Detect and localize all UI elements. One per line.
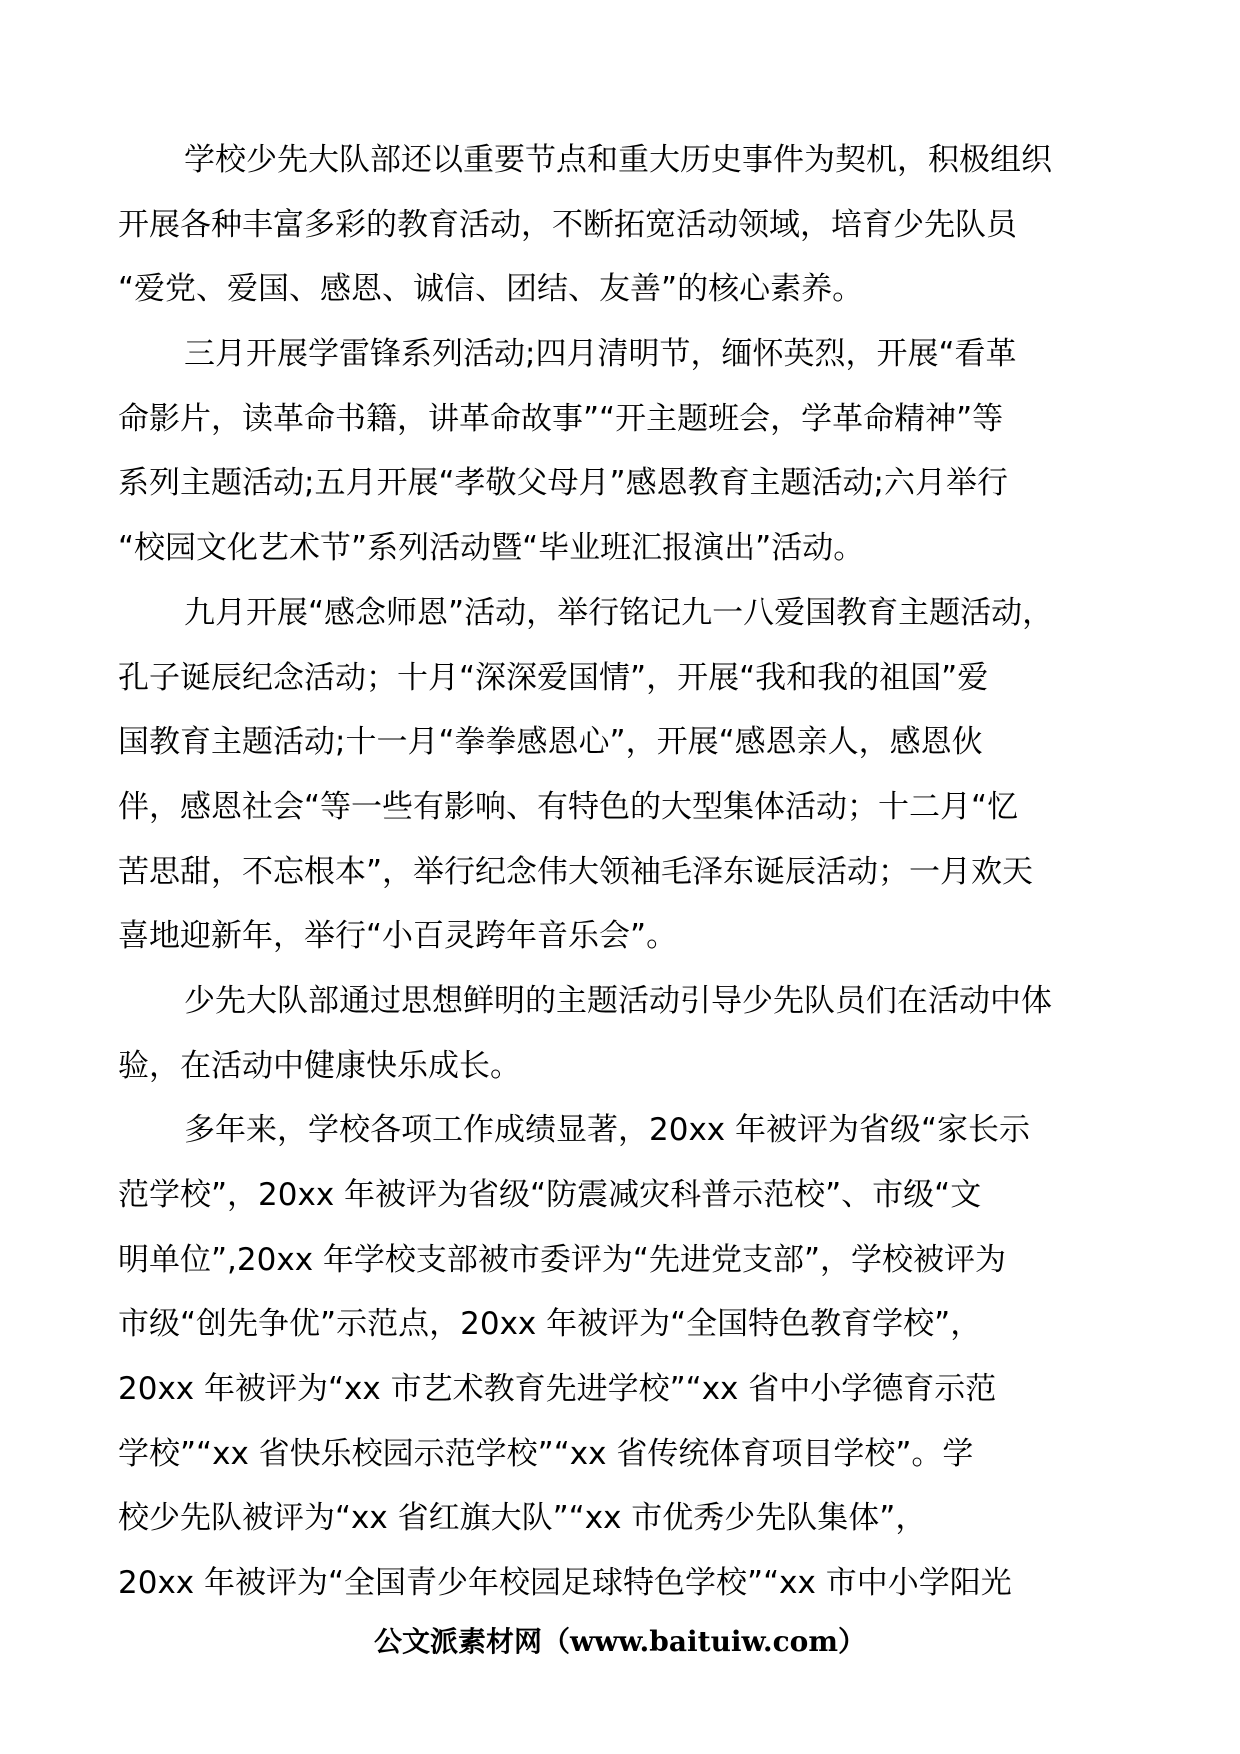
- body-line: 命影片，读革命书籍，讲革命故事”“开主题班会，学革命精神”等: [118, 400, 1004, 437]
- body-line: 少先大队部通过思想鲜明的主题活动引导少先队员们在活动中体: [184, 982, 1052, 1019]
- body-line: 开展各种丰富多彩的教育活动，不断拓宽活动领域，培育少先队员: [118, 206, 1017, 243]
- body-line: 学校”“xx 省快乐校园示范学校”“xx 省传统体育项目学校”。学: [118, 1435, 974, 1472]
- body-line: 苦思甜，不忘根本”，举行纪念伟大领袖毛泽东诞辰活动；一月欢天: [118, 853, 1034, 890]
- body-line: 20xx 年被评为“全国青少年校园足球特色学校”“xx 市中小学阳光: [118, 1565, 1012, 1602]
- body-line: 学校少先大队部还以重要节点和重大历史事件为契机，积极组织: [184, 142, 1052, 178]
- body-line: 国教育主题活动;十一月“拳拳感恩心”，开展“感恩亲人，感恩伙: [118, 724, 983, 761]
- body-line: 系列主题活动;五月开展“孝敬父母月”感恩教育主题活动;六月举行: [118, 465, 1009, 502]
- body-line: 验，在活动中健康快乐成长。: [118, 1047, 521, 1084]
- body-line: 九月开展“感念师恩”活动，举行铭记九一八爱国教育主题活动，: [184, 594, 1054, 631]
- body-line: 伴，感恩社会“等一些有影响、有特色的大型集体活动；十二月“忆: [118, 788, 1019, 825]
- body-line: “校园文化艺术节”系列活动暨“毕业班汇报演出”活动。: [118, 530, 865, 567]
- body-line: 孔子诞辰纪念活动；十月“深深爱国情”，开展“我和我的祖国”爱: [118, 659, 989, 696]
- body-line: “爱党、爱国、感恩、诚信、团结、友善”的核心素养。: [118, 271, 864, 308]
- body-line: 喜地迎新年，举行“小百灵跨年音乐会”。: [118, 918, 678, 955]
- body-line: 20xx 年被评为“xx 市艺术教育先进学校”“xx 省中小学德育示范: [118, 1371, 997, 1408]
- body-line: 明单位”,20xx 年学校支部被市委评为“先进党支部”，学校被评为: [118, 1241, 1007, 1278]
- body-line: 范学校”，20xx 年被评为省级“防震减灾科普示范校”、市级“文: [118, 1177, 982, 1213]
- footer-source: 公文派素材网（www.baituiw.com）: [374, 1625, 866, 1658]
- document-body: [118, 128, 1138, 1616]
- body-line: 校少先队被评为“xx 省红旗大队”“xx 市优秀少先队集体”，: [118, 1500, 927, 1537]
- body-line: 三月开展学雷锋系列活动;四月清明节，缅怀英烈，开展“看革: [184, 336, 1017, 373]
- body-line: 多年来，学校各项工作成绩显著，20xx 年被评为省级“家长示: [184, 1112, 1031, 1149]
- body-line: 市级“创先争优”示范点，20xx 年被评为“全国特色教育学校”，: [118, 1306, 982, 1343]
